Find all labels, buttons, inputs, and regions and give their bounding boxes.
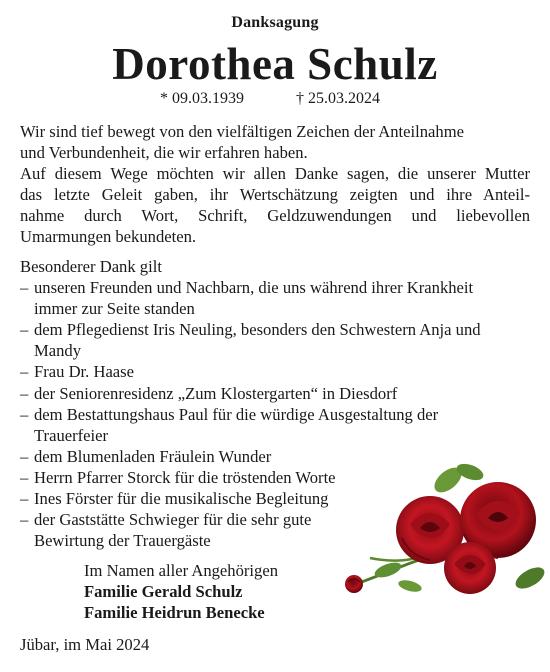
list-item-line: – Herrn Pfarrer Storck für die tröstenden Worte	[34, 467, 336, 487]
death-date: † 25.03.2024	[296, 90, 380, 107]
list-item-line: – der Gaststätte Schwieger für die sehr gute	[34, 510, 312, 530]
intro-paragraph	[20, 121, 530, 163]
place-date: Jübar, im Mai 2024	[20, 635, 150, 654]
list-item-line: – dem Bestattungshaus Paul für die würdige Ausgestaltung der	[34, 404, 439, 424]
list-item-line: – Ines Förster für die musikalische Begleitung	[34, 489, 329, 509]
list-item-line: Trauerfeier	[34, 425, 109, 445]
signoff-block	[84, 560, 278, 623]
list-item-line: – der Seniorenresidenz „Zum Klostergarten“ in Diesdorf	[34, 383, 398, 403]
list-item	[20, 277, 532, 319]
list-item-line: Bewirtung der Trauergäste	[34, 531, 211, 551]
signoff-intro: Im Namen aller Angehörigen	[84, 561, 278, 580]
list-item-line: – unseren Freunden und Nachbarn, die uns während ihrer Krankheit	[34, 278, 474, 298]
thanks-line: das letzte Geleit gaben, ihr Wertschätzung zeigten und ihre Anteil-	[20, 185, 530, 205]
red-roses-illustration	[330, 458, 550, 608]
list-item-line: – Frau Dr. Haase	[34, 362, 134, 382]
family-name: Familie Gerald Schulz	[84, 582, 243, 602]
deceased-name: Dorothea Schulz	[112, 39, 438, 89]
list-item-line: – dem Pflegedienst Iris Neuling, besonders den Schwestern Anja und	[34, 320, 481, 340]
thanks-line: Auf diesem Wege möchten wir allen Danke sagen, die unserer Mutter	[20, 164, 530, 183]
list-item-line: – dem Blumenladen Fräulein Wunder	[34, 446, 272, 466]
list-item	[20, 319, 532, 361]
list-item	[20, 383, 532, 404]
family-name: Familie Heidrun Benecke	[84, 603, 265, 623]
list-item-line: immer zur Seite standen	[34, 299, 195, 319]
thanks-line: Umarmungen bekundeten.	[20, 227, 197, 247]
thanks-line: nahme durch Wort, Schrift, Geldzuwendungen und liebevollen	[20, 206, 530, 226]
list-item	[20, 361, 532, 382]
list-item	[20, 404, 532, 446]
intro-line: Wir sind tief bewegt von den vielfältigen Zeichen der Anteilnahme	[20, 122, 464, 141]
list-item-line: Mandy	[34, 341, 82, 361]
intro-line: und Verbundenheit, die wir erfahren haben.	[20, 143, 308, 163]
thanks-paragraph	[20, 163, 530, 247]
special-thanks-title: Besonderer Dank gilt	[20, 257, 162, 276]
notice-heading: Danksagung	[231, 14, 319, 31]
birth-date: * 09.03.1939	[160, 90, 244, 107]
